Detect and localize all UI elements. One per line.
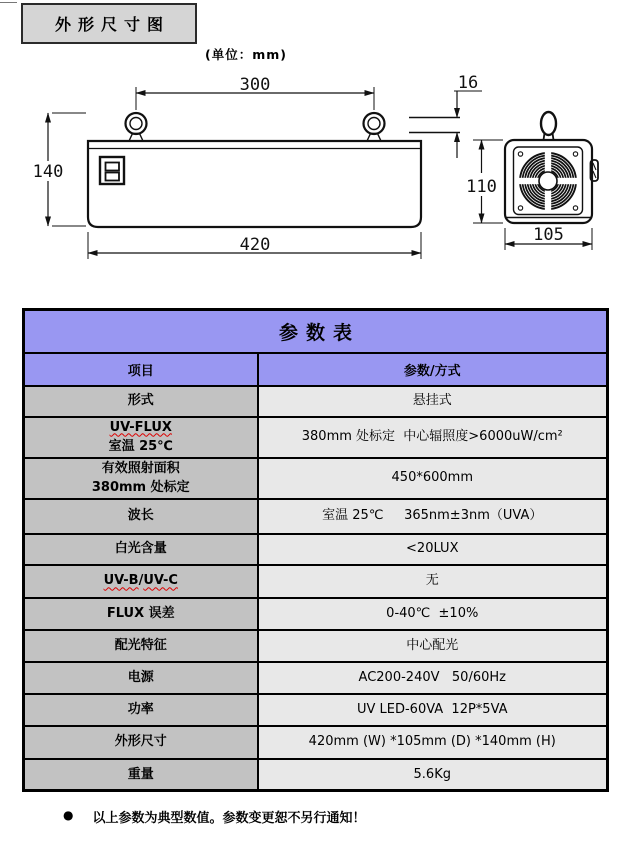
param-item: 白光含量 [24, 534, 258, 565]
param-item: 有效照射面积 380mm 处标定 [24, 458, 258, 499]
dim-ring-span [136, 75, 374, 110]
front-view [33, 73, 482, 259]
table-row [24, 534, 608, 565]
dim-label-300: 300 [239, 75, 271, 95]
param-item: 外形尺寸 [24, 726, 258, 759]
param-value: 悬挂式 [258, 386, 608, 417]
param-item: 重量 [24, 759, 258, 791]
table-row [24, 565, 608, 598]
param-value: 0-40℃ ±10% [258, 598, 608, 630]
param-value: <20LUX [258, 534, 608, 565]
dim-side-height [466, 140, 503, 223]
param-value: UV LED-60VA 12P*5VA [258, 694, 608, 726]
dim-side-depth [505, 225, 592, 250]
display-window [100, 157, 124, 184]
table-row [24, 386, 608, 417]
dim-label-420: 420 [239, 235, 271, 255]
table-row [24, 458, 608, 499]
param-item: FLUX 误差 [24, 598, 258, 630]
param-value: 无 [258, 565, 608, 598]
spellcheck-underline: UV-C [143, 573, 178, 589]
dim-label-16: 16 [457, 73, 479, 93]
dim-front-width [88, 232, 421, 259]
dim-label-110: 110 [466, 177, 497, 197]
param-value: 室温 25℃ 365nm±3nm（UVA） [258, 499, 608, 534]
footnote [63, 807, 366, 826]
param-value: 450*600mm [258, 458, 608, 499]
param-item: UV-B/UV-C [24, 565, 258, 598]
front-body [88, 141, 421, 227]
unit-note: (单位：mm) [205, 47, 287, 62]
column-header-item: 项目 [24, 353, 258, 386]
param-value: 5.6Kg [258, 759, 608, 791]
table-row [24, 598, 608, 630]
dim-front-height [33, 113, 86, 226]
dimension-diagram [0, 0, 640, 285]
spellcheck-underline: UV-B [103, 573, 139, 589]
column-header-value: 参数/方式 [258, 353, 608, 386]
side-handle-ring [541, 112, 556, 140]
param-item: 形式 [24, 386, 258, 417]
table-row [24, 726, 608, 759]
table-title: 参数表 [24, 310, 608, 353]
table-row [24, 499, 608, 534]
lifting-ring-left [126, 113, 147, 141]
side-view [466, 112, 598, 250]
bullet-icon: ● [63, 808, 74, 822]
param-value: 中心配光 [258, 630, 608, 662]
dim-label-140: 140 [32, 162, 64, 182]
lifting-ring-right [364, 113, 385, 141]
param-value: 380mm 处标定 中心辐照度>6000uW/cm² [258, 417, 608, 458]
dim-label-105: 105 [533, 225, 564, 245]
param-value: 420mm (W) *105mm (D) *140mm (H) [258, 726, 608, 759]
param-item: 配光特征 [24, 630, 258, 662]
table-row [24, 417, 608, 458]
param-item: 电源 [24, 662, 258, 694]
param-value: AC200-240V 50/60Hz [258, 662, 608, 694]
param-item: 功率 [24, 694, 258, 726]
table-row [24, 630, 608, 662]
table-row [24, 694, 608, 726]
spellcheck-underline: UV-FLUX [109, 419, 172, 435]
param-item: UV-FLUX 室温 25℃ [24, 417, 258, 458]
parameter-table [22, 308, 609, 792]
fan-grille [519, 152, 578, 211]
param-item: 波长 [24, 499, 258, 534]
table-row [24, 662, 608, 694]
footnote-text: 以上参数为典型数值。参数变更恕不另行通知！ [92, 811, 366, 826]
page-title: 外形尺寸图 [54, 15, 170, 34]
table-row [24, 759, 608, 791]
